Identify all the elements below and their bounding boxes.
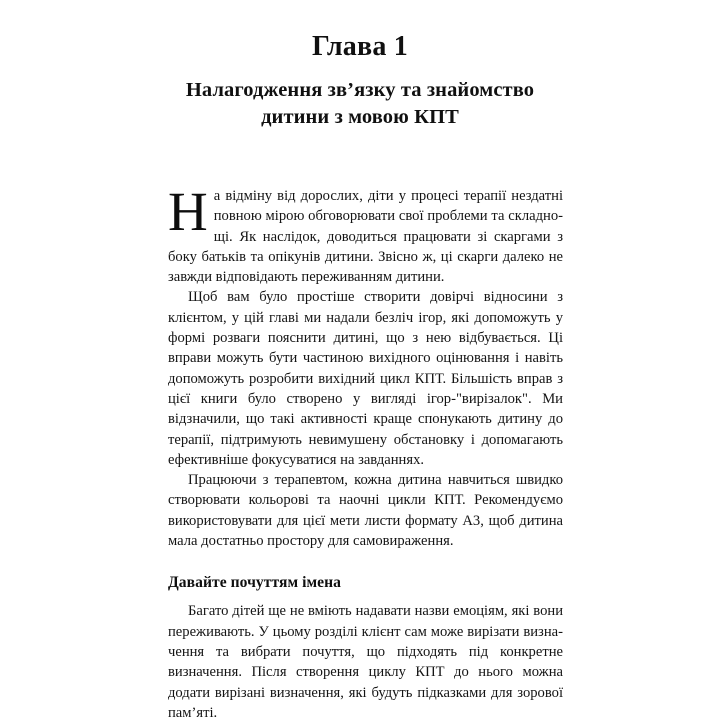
paragraph-4: Багато дітей ще не вміють надавати назви емоціям, які вони переживають. У цьому розділі клієнт сам може вирізати визначення та вибрати почуття, що підходять під конкретне визначення. Після створення циклу КПТ до нього можна додати вирізані визначення, які будуть підказками для зорової пам’яті. (168, 603, 563, 721)
chapter-title (150, 77, 570, 132)
paragraph-3: Працюючи з терапевтом, кожна дитина навчиться швидко створювати кольорові та наочні цикли КПТ. Рекомендуємо використовувати для цієї мети листи формату А3, щоб дитина мала достатньо простору для самовираження. (168, 472, 563, 550)
chapter-title-line-1: Налагодження зв’язку та знайомство (185, 79, 535, 102)
paragraph-1 (168, 181, 563, 287)
chapter-title-line-2: дитини з мовою КПТ (261, 106, 459, 129)
body-text-column (168, 181, 563, 723)
section-sub-heading: Давайте почуттям імена (168, 574, 342, 592)
paragraph-1-text: а відміну від дорослих, діти у процесі терапії нездатні повною мірою обговорювати свої проблеми та складнощі. Як наслідок, доводиться працювати зі скаргами з боку батьків та опікунів дитини. Звісно ж, ці скарги далеко не завжди відповідають переживанням дитини. (168, 188, 563, 286)
chapter-heading-block (150, 30, 570, 132)
paragraph-2: Щоб вам було простіше створити довірчі відносини з клієнтом, у цій главі ми надали безліч ігор, які допоможуть у формі розваги пояснити дитині, що з нею відбувається. Ці вправи можуть бути частиною вихідного оцінювання і навіть допоможуть розробити вихідний цикл КПТ. Більшість вправ з цієї книги було створено у вигляді ігор-"вирізалок". Ми відзначили, що такі активності краще спонукають дитину до терапії, підтримують невимушену обстановку і допомагають ефективніше фокусуватися на завданнях. (168, 289, 563, 468)
drop-cap-letter: Н (168, 181, 208, 242)
chapter-number: Глава 1 (312, 31, 408, 62)
